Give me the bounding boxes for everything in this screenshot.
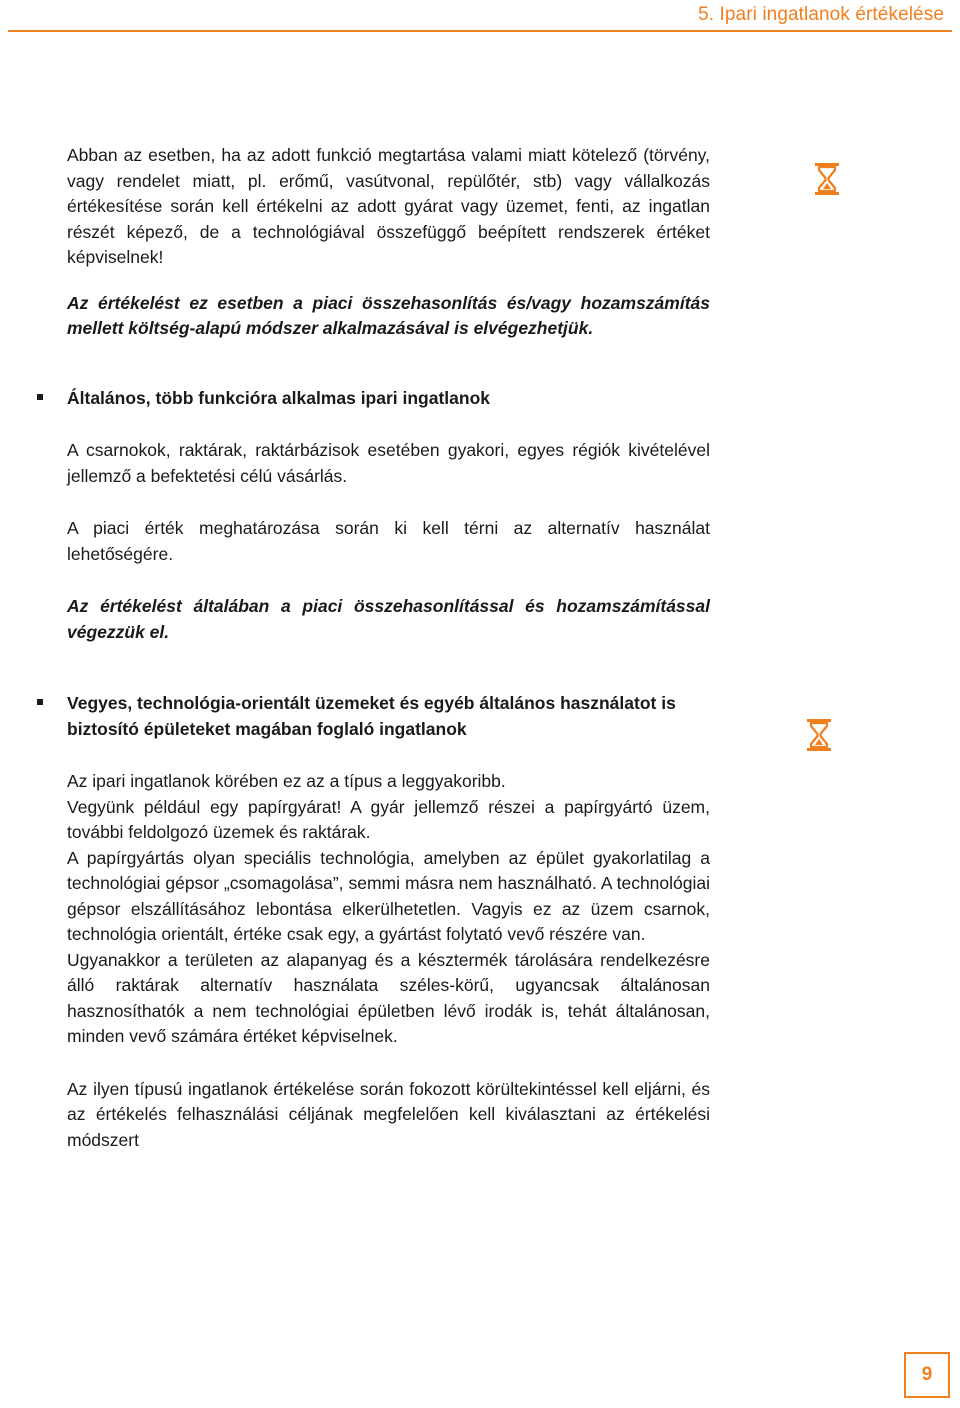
section-heading-text: Általános, több funkcióra alkalmas ipari ingatlanok — [67, 387, 491, 408]
intro-emphasis-paragraph: Az értékelést ez esetben a piaci összehasonlítás és/vagy hozamszámítás mellett költség-alapú módszer alkalmazásával is elvégezhetjük. — [67, 292, 710, 338]
running-header-title: 5. Ipari ingatlanok értékelése — [698, 4, 944, 25]
page-number: 9 — [904, 1352, 950, 1398]
emphasis-paragraph: Az értékelést általában a piaci összehasonlítással és hozamszámítással végezzük el. — [67, 596, 710, 642]
body-paragraph: A piaci érték meghatározása során ki kell térni az alternatív használat lehetőségére. — [67, 518, 710, 564]
body-paragraph: Vegyünk például egy papírgyárat! A gyár jellemző részei a papírgyártó üzem, további feldolgozó üzemek és raktárak. — [67, 796, 710, 842]
body-paragraph: Az ilyen típusú ingatlanok értékelése során fokozott körültekintéssel kell eljárni, és az értékelés felhasználási céljának megfelelően kell kiválasztani az értékelési módszert — [67, 1078, 710, 1150]
section-heading-general — [67, 386, 710, 412]
intro-paragraph: Abban az esetben, ha az adott funkció megtartása valami miatt kötelező (törvény, vagy rendelet miatt, pl. erőmű, vasútvonal, repülőtér, stb) vagy vállalkozás értékesítése során kell értékelni az adott gyárat vagy üzemet, fenti, az ingatlan részét képező, de a technológiával összefüggő beépített rendszerek értéket képviselnek! — [67, 145, 710, 267]
header-divider — [8, 30, 952, 32]
bullet-square-icon — [37, 699, 43, 705]
hourglass-icon — [813, 162, 841, 196]
body-paragraph: A papírgyártás olyan speciális technológia, amelyben az épület gyakorlatilag a technológiai gépsor „csomagolása”, semmi másra nem használható. A technológiai gépsor elszállításához lebontása elkerülhetetlen. Vagyis ez az üzem csarnok, technológia orientált, értéke csak egy, a gyártást folytató vevő részére van. — [67, 847, 710, 944]
section-heading-mixed — [67, 691, 710, 742]
section-heading-text: Vegyes, technológia-orientált üzemeket és egyéb általános használatot is biztosító épületeket magában foglaló ingatlanok — [67, 693, 676, 739]
bullet-square-icon — [37, 394, 43, 400]
body-paragraph: Ugyanakkor a területen az alapanyag és a késztermék tárolására rendelkezésre álló raktárak alternatív használata széles-körű, ugyancsak általánosan hasznosíthatók a nem technológiai épületben lévő irodák is, tehát általánosan, minden vevő számára értéket képviselnek. — [67, 949, 710, 1046]
body-paragraph: A csarnokok, raktárak, raktárbázisok esetében gyakori, egyes régiók kivételével jellemző a befektetési célú vásárlás. — [67, 440, 710, 486]
hourglass-icon — [805, 718, 833, 752]
body-paragraph: Az ipari ingatlanok körében ez az a típus a leggyakoribb. — [67, 771, 506, 791]
main-content — [67, 143, 710, 1153]
